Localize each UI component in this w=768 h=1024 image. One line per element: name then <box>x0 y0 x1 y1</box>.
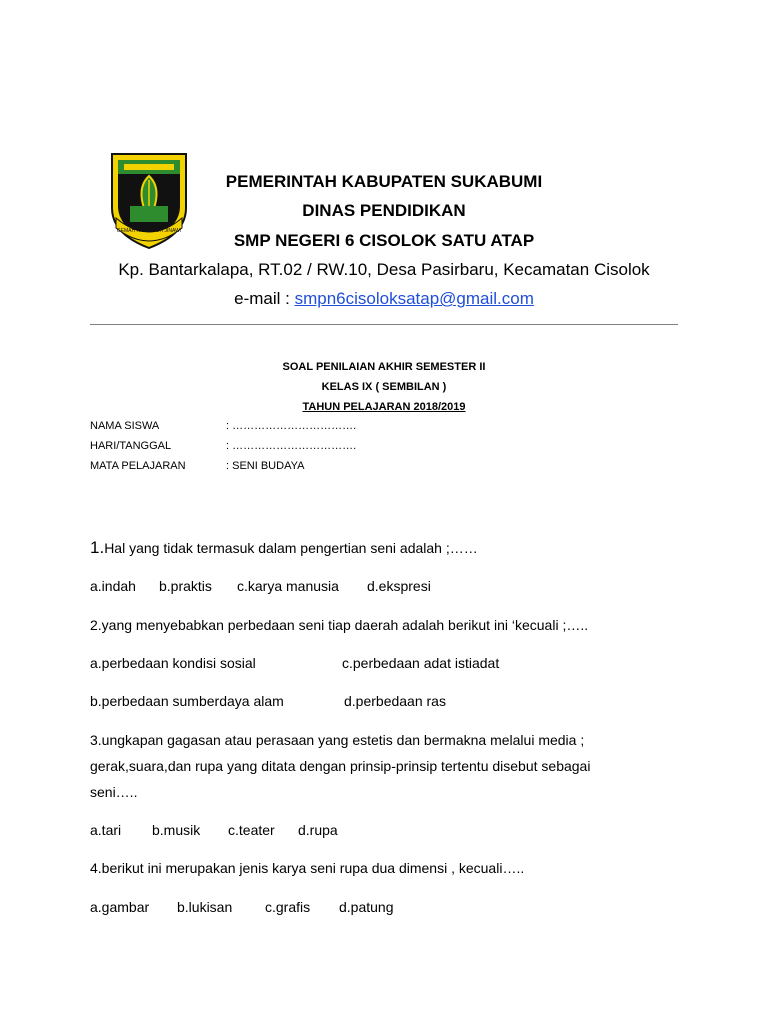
header-email-line <box>0 289 768 309</box>
question-2: 2.yang menyebabkan perbedaan seni tiap daerah adalah berikut ini ‘kecuali ;….. <box>90 617 589 633</box>
question-4: 4.berikut ini merupakan jenis karya seni rupa dua dimensi , kecuali….. <box>90 860 525 876</box>
q2-option-a: a.perbedaan kondisi sosial <box>90 655 256 671</box>
field-value: : ……………………………. <box>226 440 357 452</box>
exam-title: SOAL PENILAIAN AKHIR SEMESTER II <box>282 361 486 373</box>
q4-option-d: d.patung <box>339 899 394 915</box>
field-value: : SENI BUDAYA <box>226 460 305 472</box>
q1-option-a: a.indah <box>90 578 136 594</box>
field-label: NAMA SISWA <box>90 420 160 432</box>
header-address: Kp. Bantarkalapa, RT.02 / RW.10, Desa Pasirbaru, Kecamatan Cisolok <box>118 260 650 279</box>
q4-option-c: c.grafis <box>265 899 311 915</box>
q4-option-a: a.gambar <box>90 899 150 915</box>
question-3-line-3: seni….. <box>90 784 138 800</box>
q2-option-c: c.perbedaan adat istiadat <box>342 655 500 671</box>
q3-option-c: c.teater <box>228 822 275 838</box>
question-3-line-2: gerak,suara,dan rupa yang ditata dengan prinsip-prinsip tertentu disebut sebagai <box>90 758 591 774</box>
header-department: DINAS PENDIDIKAN <box>302 201 466 220</box>
exam-year <box>0 401 768 413</box>
email-label: e-mail : <box>234 289 295 308</box>
q3-option-b: b.musik <box>152 822 201 838</box>
field-value: : ……………………………. <box>226 420 357 432</box>
field-label: HARI/TANGGAL <box>90 440 172 452</box>
email-link[interactable]: smpn6cisoloksatap@gmail.com <box>294 289 534 308</box>
header-school: SMP NEGERI 6 CISOLOK SATU ATAP <box>233 231 535 250</box>
exam-year-text: TAHUN PELAJARAN 2018/2019 <box>302 401 466 413</box>
q1-option-b: b.praktis <box>159 578 212 594</box>
question-1 <box>90 538 478 558</box>
q2-option-b: b.perbedaan sumberdaya alam <box>90 693 284 709</box>
question-number: 1. <box>90 538 105 557</box>
header-divider <box>90 324 678 325</box>
q4-option-b: b.lukisan <box>177 899 233 915</box>
question-3-line-1: 3.ungkapan gagasan atau perasaan yang estetis dan bermakna melalui media ; <box>90 732 585 748</box>
q2-option-d: d.perbedaan ras <box>344 693 446 709</box>
q1-option-d: d.ekspresi <box>367 578 431 594</box>
svg-text:GEMAH RIPAH LOH JINAWI: GEMAH RIPAH LOH JINAWI <box>116 228 182 234</box>
q1-option-c: c.karya manusia <box>237 578 339 594</box>
header-government: PEMERINTAH KABUPATEN SUKABUMI <box>225 172 543 191</box>
question-text: Hal yang tidak termasuk dalam pengertian seni adalah ;…… <box>104 540 478 556</box>
field-label: MATA PELAJARAN <box>90 460 186 472</box>
exam-class: KELAS IX ( SEMBILAN ) <box>321 381 447 393</box>
q3-option-a: a.tari <box>90 822 122 838</box>
q3-option-d: d.rupa <box>298 822 338 838</box>
